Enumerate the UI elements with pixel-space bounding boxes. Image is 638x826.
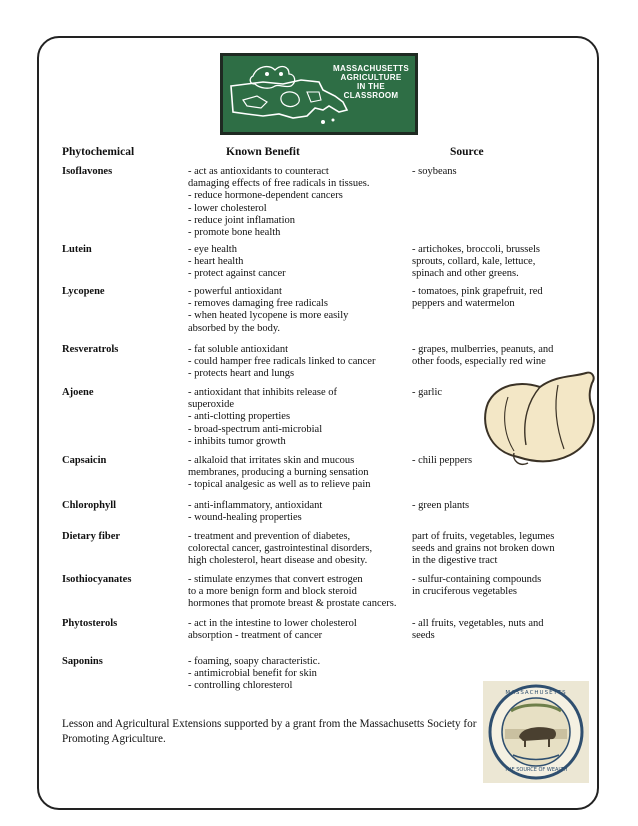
logo-line-1: MASSACHUSETTS: [333, 64, 409, 73]
source-text: - artichokes, broccoli, brussels sprouts, collard, kale, lettuce, spinach and other greens.: [412, 244, 541, 280]
benefit-text: - act as antioxidants to counteract damaging effects of free radicals in tissues. - reduce hormone-dependent cancers - lower cholesterol - reduce joint inflamation - promote bone health: [188, 166, 370, 239]
ag-in-classroom-logo: [220, 53, 418, 135]
benefit-continuation: hormones that promote breast & prostate cancers.: [188, 598, 397, 610]
header-phytochemical: Phytochemical: [62, 146, 135, 158]
benefit-text: - fat soluble antioxidant - could hamper free radicals linked to cancer - protects heart and lungs: [188, 344, 376, 380]
phytochemical-name: Isoflavones: [62, 166, 113, 177]
benefit-text: - alkaloid that irritates skin and mucous membranes, producing a burning sensation - topical analgesic as well as to relieve pain: [188, 455, 371, 491]
phytochemical-name: Lycopene: [62, 286, 105, 297]
benefit-text: - stimulate enzymes that convert estrogen to a more benign form and block steroid: [188, 574, 363, 598]
source-text: - tomatoes, pink grapefruit, red peppers and watermelon: [412, 286, 543, 310]
footer-note: Lesson and Agricultural Extensions supported by a grant from the Massachusetts Society for Promoting Agriculture.: [62, 718, 477, 745]
benefit-text: - foaming, soapy characteristic. - antimicrobial benefit for skin - controlling chloresterol: [188, 656, 321, 692]
logo-line-3: IN THE CLASSROOM: [343, 82, 399, 100]
benefit-text: - powerful antioxidant - removes damaging free radicals - when heated lycopene is more easily absorbed by the body.: [188, 286, 349, 334]
source-text: - grapes, mulberries, peanuts, and other foods, especially red wine: [412, 344, 554, 368]
benefit-text: - eye health - heart health - protect against cancer: [188, 244, 286, 280]
phytochemical-name: Isothiocyanates: [62, 574, 132, 585]
phytochemical-name: Saponins: [62, 656, 103, 667]
header-source: Source: [450, 146, 484, 158]
logo-line-2: AGRICULTURE: [340, 73, 402, 82]
header-known-benefit: Known Benefit: [226, 146, 300, 158]
phytochemical-name: Phytosterols: [62, 618, 118, 629]
phytochemical-name: Capsaicin: [62, 455, 107, 466]
seal-motto: THE SOURCE OF WEALTH: [504, 767, 568, 773]
society-seal-icon: [483, 681, 589, 783]
source-text: - garlic: [412, 387, 443, 398]
benefit-text: - anti-inflammatory, antioxidant - wound-healing properties: [188, 500, 323, 524]
source-text: - green plants: [412, 500, 470, 511]
source-text: - chili peppers: [412, 455, 473, 466]
phytochemical-name: Lutein: [62, 244, 92, 255]
phytochemical-name: Ajoene: [62, 387, 94, 398]
garlic-bulb-icon: [478, 365, 600, 471]
phytochemical-name: Chlorophyll: [62, 500, 117, 511]
source-text: - sulfur-containing compounds in cruciferous vegetables: [412, 574, 542, 598]
phytochemical-name: Dietary fiber: [62, 531, 121, 542]
benefit-text: - antioxidant that inhibits release of superoxide - anti-clotting properties - broad-spectrum anti-microbial - inhibits tumor growth: [188, 387, 337, 447]
phytochemical-name: Resveratrols: [62, 344, 119, 355]
benefit-text: - treatment and prevention of diabetes, colorectal cancer, gastrointestinal disorders, high cholesterol, heart disease and obesity.: [188, 531, 373, 567]
benefit-text: - act in the intestine to lower cholesterol absorption - treatment of cancer: [188, 618, 357, 642]
source-text: part of fruits, vegetables, legumes seeds and grains not broken down in the digestive tract: [412, 531, 555, 567]
source-text: - soybeans: [412, 166, 457, 177]
source-text: - all fruits, vegetables, nuts and seeds: [412, 618, 544, 642]
seal-ring-text: MASSACHUSETTS: [505, 690, 567, 696]
